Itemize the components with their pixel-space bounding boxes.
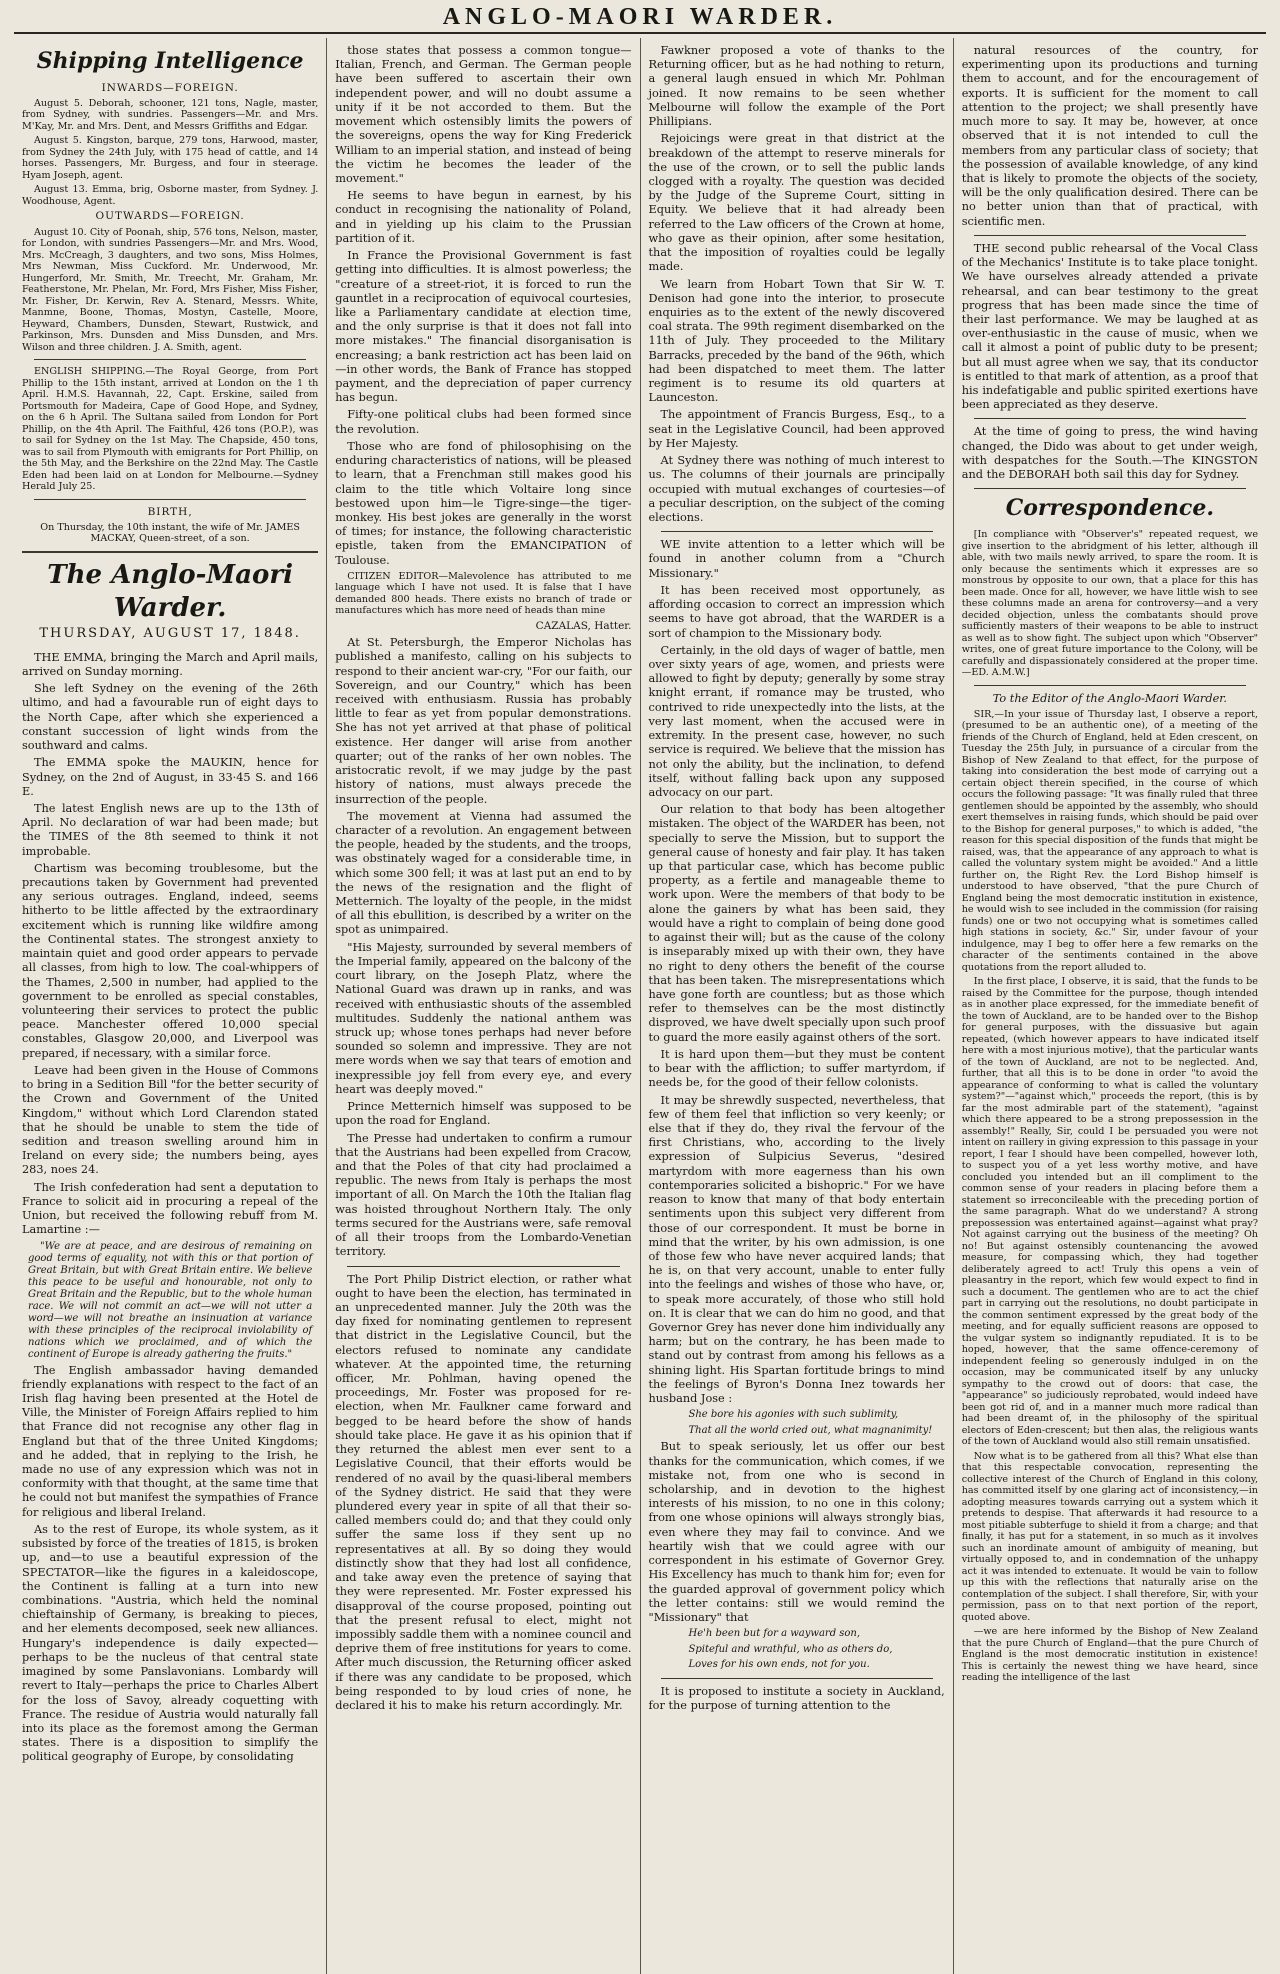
dateline: THURSDAY, AUGUST 17, 1848.: [39, 626, 301, 642]
article-paragraph: Our relation to that body has been altogether mistaken. The object of the WARDER has been, not specially to serve the Mission, but to support the general cause of honesty and fair play. It has taken up that particular case, which has become public property, as a fertile and manageable theme to work upon. Were the members of that body to be alone the gainers by what has been said, they would have a right to complain of being done good to against their will; but as the cause of the colony is inseparably mixed up with their own, they have no right to deny others the benefit of the course that has been taken. The misrepresentations which have gone forth are countless; but as those which refer to themselves can be the most distinctly disproved, we have dwelt specially upon such proof to guard the more easily against others of the sort.: [648, 803, 945, 1044]
divider: [974, 685, 1246, 686]
divider: [974, 488, 1246, 489]
article-paragraph: THE second public rehearsal of the Vocal Class of the Mechanics' Institute is to take place tonight. We have ourselves already attended a private rehearsal, and can bear testimony to the great progress that has been made since the time of their last performance. We may be laughed at as over-enthusiastic in the cause of music, when we call it almost a point of public duty to be present; but all must agree when we say, that its conductor is entitled to that mark of attention, as a proof that his indefatigable and public spirited exertions have been appreciated as they deserve.: [961, 241, 1258, 412]
article-paragraph: WE invite attention to a letter which will be found in another column from a "Church Missionary.": [648, 538, 945, 580]
shipping-entry: August 5. Kingston, barque, 279 tons, Harwood, master, from Sydney the 24th July, with 175 head of cattle, and 14 horses. Passengers, Mr. Burgess, and four in steerage. Hyam Joseph, agent.: [22, 135, 319, 181]
column-1: [14, 38, 327, 1974]
article-paragraph: those states that possess a common tongue—Italian, French, and German. The German people have been suffered to ascertain their own independent power, and will no doubt assume a unity if it be not accorded to them. But the movement which ostensibly limits the powers of the sovereigns, opens the way for King Frederick William to an imperial station, and instead of being the victim he becomes the leader of the movement.": [335, 44, 632, 185]
verse-line: Spiteful and wrathful, who as others do,: [688, 1643, 893, 1655]
english-shipping-paragraph: ENGLISH SHIPPING.—The Royal George, from Port Phillip to the 15th instant, arrived at London on the 1 th April. H.M.S. Havannah, 22, Capt. Erskine, sailed from Portsmouth for Madeira, Cape of Good Hope, and Sydney, on the 6 h April. The Sultana sailed from London for Port Phillip, on the 4th April. The Faithful, 426 tons (P.O.P.), was to sail for Sydney on the 1st May. The Chapside, 450 tons, was to sail from Plymouth with emigrants for Port Phillip, on the 5th May, and the Berkshire on the 22nd May. The Castle Eden had been laid on at London for Melbourne.—Sydney Herald July 25.: [22, 366, 319, 493]
divider: [22, 551, 318, 553]
letter-paragraph: In the first place, I observe, it is said, that the funds to be raised by the Committee for the purpose, though intended as in another place expressed, for the immediate benefit of the town of Auckland, are to be handed over to the Bishop for general purposes, with the dissuasive but again repeated, (which however appears to have indicated itself here with a most injurious motive), that the particular wants of the town of Auckland, are not to be neglected. And, further, that all this is to be done in order "to avoid the appearance of conforming to what is called the voluntary system?"—"against which," proceeds the report, (this is by far the most admirable part of the statement), "against which there appeared to be a strong prepossession in the assembly!" Really, Sir, could I be persuaded you were not intent on raillery in giving expression to this passage in your report, I fear I should have been compelled, however loth, to suspect you of a yet less worthy motive, and have concluded you intended but an ill compliment to the common sense of your readers in placing before them a statement so irreconcileable with the preceding portion of the same paragraph. What do we understand? A strong prepossession was entertained against—against what pray? Not against carrying out the business of the meeting? Oh no! But against ostensibly countenancing the avowed measure, for compassing which, they had together deliberately agreed to act! Truly this opens a vein of pleasantry in the report, which few would expect to find in such a document. The gentlemen who are to act the chief part in carrying out the resolutions, no doubt participate in the common sentiment expressed by the great body of the meeting, and for equally sufficient reasons are opposed to the vulgar system so indignantly repudiated. It is to be hoped, however, that the same offence-ceremony of independent feeling so generously indulged in on the occasion, may be communicated itself by any unlucky sympathy to the crowd out of doors: that case, the "appearance" so judiciously reprobated, would indeed have been got rid of, and in a manner much more radical than had been dreamt of, in the philosophy of the spiritual electors of Eden-crescent; but then alas, the religious wants of the town of Auckland would also still remain unsatisfied.: [961, 976, 1258, 1448]
birth-notice: On Thursday, the 10th instant, the wife of Mr. JAMES MACKAY, Queen-street, of a son.: [40, 521, 300, 545]
article-paragraph: It is hard upon them—but they must be content to bear with the affliction; to suffer martyrdom, if needs be, for the good of their fellow colonists.: [648, 1047, 945, 1090]
running-head: ANGLO-MAORI WARDER.: [442, 4, 838, 30]
section-title-correspondence: Correspondence.: [1005, 495, 1214, 522]
newspaper-flag: The Anglo-Maori Warder.: [47, 559, 293, 623]
article-paragraph: It is proposed to institute a society in Auckland, for the purpose of turning attention to the: [648, 1684, 945, 1712]
article-paragraph: The latest English news are up to the 13th of April. No declaration of war had been made; but the TIMES of the 8th seemed to think it not improbable.: [22, 801, 319, 858]
article-paragraph: The Irish confederation had sent a deputation to France to solicit aid in procuring a repeal of the Union, but received the following rebuff from M. Lamartine :—: [22, 1180, 319, 1237]
divider: [974, 418, 1246, 419]
article-paragraph: At St. Petersburgh, the Emperor Nicholas has published a manifesto, calling on his subjects to respond to their ancient war-cry, "For our faith, our Sovereign, and our Country," which has been received with enthusiasm. Russia has probably little to fear as yet from popular demonstrations. She has not yet arrived at that phase of political existence. Her danger will arise from another quarter; out of the ranks of her own nobles. The aristocratic revolt, if we may judge by the past history of nations, must always precede the insurrection of the people.: [335, 636, 632, 806]
article-paragraph: natural resources of the country, for experimenting upon its productions and turning them to account, and for the encouragement of exports. It is sufficient for the moment to call attention to the project; we shall presently have much more to say. It may be, however, at once observed that it is not intended to cull the members from any particular class of society; that the possession of available knowledge, of any kind that is likely to promote the objects of the society, will be the only qualification desired. There can be no better union than that of practical, with scientific men.: [961, 44, 1258, 228]
verse-line: Loves for his own ends, not for you.: [688, 1659, 870, 1671]
article-paragraph: We learn from Hobart Town that Sir W. T. Denison had gone into the interior, to prosecute enquiries as to the extent of the newly discovered coal strata. The 99th regiment disembarked on the 11th of July. They proceeded to the Military Barracks, preceded by the band of the 96th, which had been dispatched to meet them. The latter regiment is to resume its old quarters at Launceston.: [648, 277, 945, 405]
divider: [661, 1678, 933, 1679]
article-paragraph: Leave had been given in the House of Commons to bring in a Sedition Bill "for the better security of the Crown and Government of the United Kingdom," without which Lord Clarendon stated that he should be unable to stem the tide of sedition and treason swelling around him in Ireland on every side; the numbers being, ayes 283, noes 24.: [22, 1063, 319, 1177]
article-paragraph: Fawkner proposed a vote of thanks to the Returning officer, but as he had nothing to return, a general laugh ensued in which Mr. Pohlman joined. It now remains to be seen whether Melbourne will follow the example of the Port Phillipians.: [648, 44, 945, 129]
article-paragraph: In France the Provisional Government is fast getting into difficulties. It is almost powerless; the "creature of a street-riot, it is forced to run the gauntlet in a reciprocation of equivocal courtesies, like a Parliamentary candidate at election time, and the only surprise is that it does not fall into more mistakes." The financial disorganisation is encreasing; a bank restriction act has been laid on—in other words, the Bank of France has stopped payment, and the depreciation of paper currency has begun.: [335, 249, 632, 405]
verse-line: He'h been but for a wayward son,: [688, 1628, 861, 1640]
divider: [347, 1266, 619, 1267]
article-paragraph: THE EMMA, bringing the March and April mails, arrived on Sunday morning.: [22, 650, 319, 678]
birth-heading: BIRTH,: [147, 505, 193, 518]
letter-paragraph: SIR,—In your issue of Thursday last, I observe a report, (presumed to be an authentic one), of a meeting of the friends of the Church of England, held at Eden crescent, on Tuesday the 25th July, in pursuance of a circular from the Bishop of New Zealand to that effect, for the purpose of taking into consideration the best mode of carrying out a certain object therein specified, in the course of which occurs the following passage: "It was finally ruled that three gentlemen should be appointed by the assembly, who should exert themselves in raising funds, which should be paid over to the Bishop for general purposes," to which is added, "the reason for this special disposition of the funds that might be raised, was, that the appearance of any approach to what is called the voluntary system might be avoided." And a little further on, the Right Rev. the Lord Bishop himself is understood to have observed, "that the pure Church of England being the most democratic institution in existence, he would wish to see included in the commission (for raising funds) one or two not occupying what is sometimes called high stations in society, &c." Sir, under favour of your indulgence, may I beg to offer here a few remarks on the character of the sentiments contained in the above quotations from the report alluded to.: [961, 708, 1258, 973]
article-paragraph: He seems to have begun in earnest, by his conduct in recognising the nationality of Poland, and in yielding up his claim to the Prussian partition of it.: [335, 189, 632, 245]
divider: [34, 499, 306, 500]
letter-paragraph: Now what is to be gathered from all this? What else than that this respectable convocation, representing the collective interest of the Church of England in this colony, has committed itself by one glaring act of inconsistency,—in adopting measures towards carrying out a system which it pretends to despise. That afterwards it had resource to a most pitiable subterfuge to shield it from a charge; and that finally, it has put for a statement, in so much as it involves such an inordinate amount of ambiguity of meaning, but virtually opposed to, and in condemnation of the unhappy act it was intended to extenuate. It would be vain to follow up this with the reflections that naturally arise on the contemplation of the subject. I shall therefore, Sir, with your permission, pass on to that next portion of the report, quoted above.: [961, 1450, 1258, 1623]
column-3: [641, 38, 954, 1974]
article-paragraph: The movement at Vienna had assumed the character of a revolution. An engagement between the people, headed by the students, and the troops, was obstinately waged for a considerable time, in which some 300 fell; it was at last put an end to by the news of the resignation and the flight of Metternich. The loyalty of the people, in the midst of all this ebullition, is described by a writer on the spot as unimpaired.: [335, 809, 632, 937]
editor-note: [In compliance with "Observer's" repeated request, we give insertion to the abridgment of his letter, although ill able, with two mails newly arrived, to spare the room. It is only because the sentiments which it expresses are so monstrous by opposite to our own, that a place for this has been made. Once for all, however, we have little wish to see these columns made an arena for controversy—and a very decided objection, unless the combatants should prove sufficiently masters of their weapons to be able to instruct as well as to show fight. The subject upon which "Observer" writes, one of great future importance to the Colony, will be carefully and dispassionately considered at the proper time.—ED. A.M.W.]: [961, 529, 1258, 679]
article-paragraph: At the time of going to press, the wind having changed, the Dido was about to get under weigh, with despatches for the South.—The KINGSTON and the DEBORAH both sail this day for Sydney.: [961, 425, 1258, 482]
divider: [661, 531, 933, 532]
citizen-letter: CITIZEN EDITOR—Malevolence has attributed to me language which I have not used. It is false that I have demanded 800 heads. There exists no branch of trade or manufactures which has more need of heads than mine: [335, 570, 632, 617]
letter-paragraph: —we are here informed by the Bishop of New Zealand that the pure Church of England—that the pure Church of England is the most democratic institution in existence! This is certainly the newest thing we have heard, since reading the intelligence of the last: [961, 1626, 1258, 1684]
inwards-heading: INWARDS—FOREIGN.: [101, 81, 239, 94]
article-paragraph: Chartism was becoming troublesome, but the precautions taken by Government had prevented any serious outrages. England, indeed, seems hitherto to be little affected by the extraordinary excitement which is running like wildfire among the Continental states. The strongest anxiety to maintain quiet and good order appears to pervade all classes, from high to low. The coal-whippers of the Thames, 2,500 in number, had applied to the government to be enrolled as special constables, volunteering their services to protect the public peace. Manchester offered 10,000 special constables, Glasgow 20,000, and Liverpool was prepared, if necessary, with a similar force.: [22, 861, 319, 1060]
verse-line: She bore his agonies with such sublimity,: [688, 1409, 899, 1421]
article-paragraph: It may be shrewdly suspected, nevertheless, that few of them feel that infliction so very keenly; or else that if they do, they rival the fervour of the first Christians, who, according to the lively expression of Sulpicius Severus, "desired martyrdom with more eagerness than his own contemporaries solicited a bishopric." For we have reason to know that many of that body entertain sentiments upon this subject very different from those of our correspondent. It must be borne in mind that the writer, by his own admission, is one of those few who have never acquired lands; that he is, on that very account, unable to enter fully into the feelings and wishes of those who have, or, to speak more accurately, of those who still hold on. It is clear that we can do him no good, and that Governor Grey has never done him individually any harm; but on the contrary, he has been made to stand out by contrast from among his fellows as a shining light. His Spartan fortitude brings to mind the feelings of Byron's Donna Inez towards her husband Jose :: [648, 1093, 945, 1406]
article-paragraph: She left Sydney on the evening of the 26th ultimo, and had a favourable run of eight days to the North Cape, after which she experienced a constant succession of light winds from the southward and calms.: [22, 682, 319, 753]
article-paragraph: Prince Metternich himself was supposed to be upon the road for England.: [335, 1100, 632, 1128]
verse-line: That all the world cried out, what magnanimity!: [688, 1424, 933, 1436]
divider: [974, 235, 1246, 236]
article-paragraph: Rejoicings were great in that district at the breakdown of the attempt to reserve minerals for the use of the crown, or to sell the public lands clogged with a royalty. The question was decided by the Judge of the Supreme Court, sitting in Equity. We believe that it had already been referred to the Law officers of the Crown at home, who gave as their opinion, after some hesitation, that the imposition of royalties could be legally made.: [648, 132, 945, 274]
article-paragraph: The Presse had undertaken to confirm a rumour that the Austrians had been expelled from Cracow, and that the Poles of that city had proclaimed a republic. The news from Italy is perhaps the most important of all. On March the 10th the Italian flag was hoisted throughout Northern Italy. The only terms secured for the Austrians were, safe removal of all their troops from the Lombardo-Venetian territory.: [335, 1131, 632, 1259]
column-4: [954, 38, 1266, 1974]
column-2: [327, 38, 640, 1974]
shipping-entry: August 10. City of Poonah, ship, 576 tons, Nelson, master, for London, with sundries Passengers—Mr. and Mrs. Wood, Mrs. McCreagh, 3 daughters, and two sons, Miss Holmes, Mrs Newman, Miss Cuckford. Mr. Underwood, Mr. Hungerford, Mr. Smith, Mr. Treecht, Mr. Graham, Mr. Featherstone, Mr. Phelan, Mr. Ford, Mrs Fisher, Miss Fisher, Mr. Fisher, Dr. Kerwin, Rev A. Stenard, Messrs. White, Manmne, Boone, Thomas, Mostyn, Castelle, Moore, Heyward, Chambers, Dunsden, Stewart, Rustwick, and Parkinson, Mrs. Dunsden and Miss Dunsden, and Mrs. Wilson and three children. J. A. Smith, agent.: [22, 226, 319, 353]
article-paragraph: "His Majesty, surrounded by several members of the Imperial family, appeared on the balcony of the court library, on the Joseph Platz, where the National Guard was drawn up in ranks, and was received with enthusiastic shouts of the assembled multitudes. Suddenly the national anthem was struck up; whose tones perhaps had never before sounded so solemn and impressive. They are not mere words when we say that tears of emotion and inexpressible joy fell from every eye, and every heart was deeply moved.": [335, 940, 632, 1096]
article-paragraph: The English ambassador having demanded friendly explanations with respect to the fact of an Irish flag having been presented at the Hotel de Ville, the Minister of Foreign Affairs replied to him that France did not recognise any other flag in England but that of the three United Kingdoms; and he added, that in replying to the Irish, he made no use of any expression which was not in conformity with that thought, at the same time that he could not but manifest the sympathies of France for religious and liberal Ireland.: [22, 1363, 319, 1519]
article-paragraph: Certainly, in the old days of wager of battle, men over sixty years of age, women, and priests were allowed to fight by deputy; generally by some stray knight errant, if romance may be trusted, who contrived to ride unexpectedly into the lists, at the very last moment, when the accused were in extremity. In the present case, however, no such service is required. We believe that the mission has not only the ability, but the inclination, to defend itself, without falling back upon any supposed advocacy on our part.: [648, 643, 945, 799]
article-paragraph: Those who are fond of philosophising on the enduring characteristics of nations, will be pleased to learn, that a Frenchman still makes good his claim to the title which Voltaire long since bestowed upon him—le Tigre-singe—the tiger-monkey. His best jokes are generally in the worst of times; for instance, the following characteristic epistle, taken from the EMANCIPATION of Toulouse.: [335, 439, 632, 567]
columns: [14, 38, 1266, 1974]
article-paragraph: It has been received most opportunely, as affording occasion to correct an impression which seems to have got abroad, that the WARDER is a sort of champion to the Missionary body.: [648, 583, 945, 640]
article-paragraph: The Port Philip District election, or rather what ought to have been the election, has terminated in an unprecedented manner. July the 20th was the day fixed for nominating gentlemen to represent that district in the Legislative Council, but the electors refused to nominate any candidate whatever. At the appointed time, the returning officer, Mr. Pohlman, having opened the proceedings, Mr. Foster was proposed for re-election, when Mr. Faulkner came forward and begged to be heard before the show of hands should take place. He gave it as his opinion that if they returned the ablest men ever sent to a Legislative Council, that their efforts would be rendered of no avail by the quasi-liberal members of the Sydney district. He said that they were plundered every year in spite of all that their so-called members could do; and that they could only suffer the same loss if they sent up no representatives at all. By so doing they would distinctly show that they had lost all confidence, and take away even the pretence of saying that they were represented. Mr. Foster expressed his disapproval of the course proposed, pointing out that the present refusal to elect, might not impossibly saddle them with a nominee council and deprive them of free institutions for years to come. After much discussion, the Returning officer asked if there was any candidate to be proposed, which being responded to by loud cries of none, he declared it his to make his return accordingly. Mr.: [335, 1272, 632, 1713]
header-rule: [14, 32, 1266, 34]
lamartine-quote: "We are at peace, and are desirous of remaining on good terms of equality, not with this or that portion of Great Britain, but with Great Britain entire. We believe this peace to be useful and honourable, not only to Great Britain and the Republic, but to the whole human race. We will not commit an act—we will not utter a word—we will not breathe an insinuation at variance with these principles of the reciprocal inviolability of nations which we proclaimed, and of which the continent of Europe is already gathering the fruits.": [28, 1240, 313, 1360]
shipping-entry: August 13. Emma, brig, Osborne master, from Sydney. J. Woodhouse, Agent.: [22, 184, 319, 207]
article-paragraph: At Sydney there was nothing of much interest to us. The columns of their journals are principally occupied with mutual exchanges of courtesies—of a peculiar description, on the subject of the coming elections.: [648, 454, 945, 524]
letter-signature: CAZALAS, Hatter.: [535, 619, 632, 632]
divider: [34, 359, 306, 360]
article-paragraph: The EMMA spoke the MAUKIN, hence for Sydney, on the 2nd of August, in 33·45 S. and 166 E.: [22, 756, 319, 798]
article-paragraph: Fifty-one political clubs had been formed since the revolution.: [335, 408, 632, 436]
article-paragraph: But to speak seriously, let us offer our best thanks for the communication, which comes, if we mistake not, from one who is second in scholarship, and in devotion to the highest interests of his mission, to no one in this colony; from one whose opinions will always strongly bias, even where they may fail to convince. And we heartily wish that we could agree with our correspondent in his estimate of Governor Grey. His Excellency has much to thank him for; even for the guarded approval of government policy which the letter contains: still we would remind the "Missionary" that: [648, 1440, 945, 1624]
section-title-shipping: Shipping Intelligence: [36, 48, 304, 74]
letter-heading: To the Editor of the Anglo-Maori Warder.: [992, 691, 1228, 705]
shipping-entry: August 5. Deborah, schooner, 121 tons, Nagle, master, from Sydney, with sundries. Passengers—Mr. and Mrs. M'Kay, Mr. and Mrs. Dent, and Messrs Griffiths and Edgar.: [22, 97, 319, 132]
article-paragraph: As to the rest of Europe, its whole system, as it subsisted by force of the treaties of 1815, is broken up, and—to use a beautiful expression of the SPECTATOR—like the figures in a kaleidoscope, the Continent is falling at a turn into new combinations. "Austria, which held the nominal chieftainship of Germany, is breaking to pieces, and her elements decomposed, seek new alliances. Hungary's independence is daily expected—perhaps to be the nucleus of that central state imagined by some Panslavonians. Lombardy will revert to Italy—perhaps the price to Charles Albert for the loss of Savoy, already coquetting with France. The residue of Austria would naturally fall into its place as the foremost among the German states. There is a disposition to simplify the political geography of Europe, by consolidating: [22, 1522, 319, 1764]
article-paragraph: The appointment of Francis Burgess, Esq., to a seat in the Legislative Council, had been approved by Her Majesty.: [648, 408, 945, 450]
outwards-heading: OUTWARDS—FOREIGN.: [95, 210, 245, 223]
